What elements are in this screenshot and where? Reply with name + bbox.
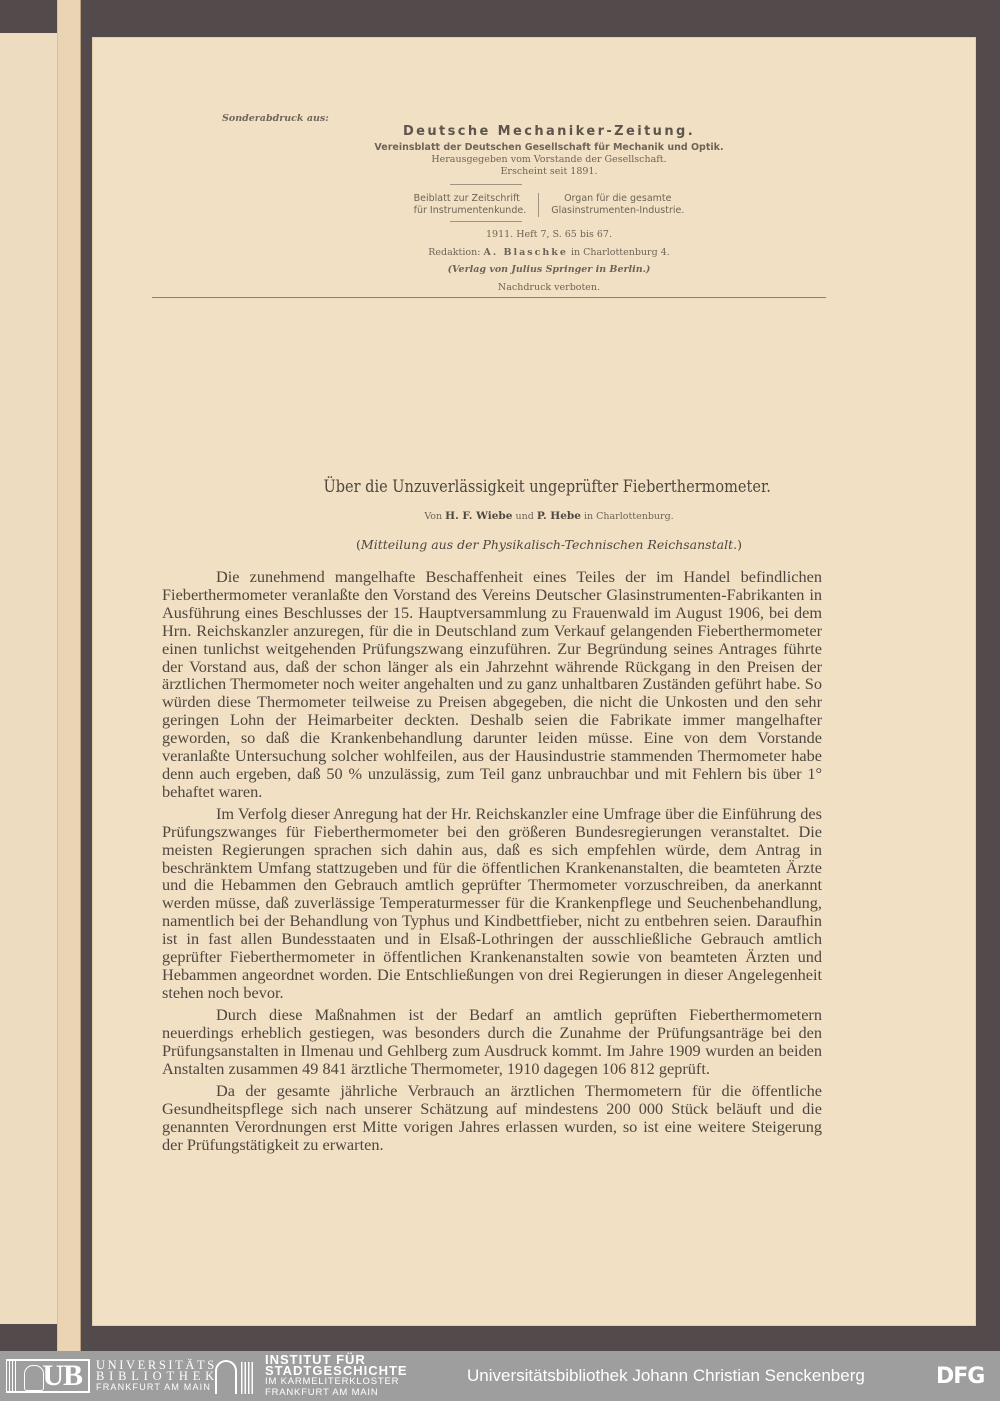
publisher-line: (Verlag von Julius Springer in Berlin.) <box>447 264 651 275</box>
editorial-prefix: Redaktion: <box>428 247 481 258</box>
author-name: P. Hebe <box>536 510 581 522</box>
ub-column-lines <box>6 1361 16 1391</box>
paragraph: Im Verfolg dieser Anregung hat der Hr. Reichskanzler eine Umfrage über die Einführung des Prüfungszwanges für Fieberthermometer bei den größeren Bundesregierungen veranstaltet. Die meisten Regierungen sprachen sich dahin aus, daß es sich empfehlen würde, dem Antrag in beschränktem Umfang stattzugeben und für die öffentlichen Krankenanstalten, die beamteten Ärzte und die Hebammen den Gebrauch amtlich geprüfter Thermometer vorzuschreiben, da anerkannt werden müsse, daß zuverlässige Temperaturmesser für die Krankenpflege und Seuchenbehandlung, namentlich bei der Behandlung von Typhus und Kindbettfieber, nicht zu entbehren seien. Daraufhin ist in fast allen Bundesstaaten und in Elsaß-Lothringen der ausschließliche Gebrauch amtlich geprüfter Fieberthermometer in öffentlichen Krankenanstalten sowie von beamteten Ärzten und Hebammen angeordnet worden. Die Entschließungen von drei Regierungen in dieser Angelegenheit stehen noch bevor. <box>162 803 822 1002</box>
institute-line: STADTGESCHICHTE <box>265 1363 408 1378</box>
byline-von: Von <box>424 511 443 522</box>
offprint-label: Sonderabdruck aus: <box>222 113 329 124</box>
divider-rule <box>450 221 522 222</box>
supplement-right-column <box>539 193 696 217</box>
author-name: H. F. Wiebe <box>445 510 513 522</box>
institute-wordmark <box>265 1354 408 1398</box>
supplement-left-line: Beiblatt zur Zeitschrift <box>413 193 520 204</box>
ub-wordmark <box>96 1357 219 1393</box>
ub-emblem-icon <box>6 1359 90 1393</box>
institute-logo[interactable] <box>215 1352 408 1398</box>
supplement-right-line: Glasinstrumenten-Industrie. <box>551 205 685 216</box>
arch-bars <box>241 1362 255 1394</box>
subtitle-close-paren: ) <box>737 537 742 552</box>
paragraph: Die zunehmend mangelhafte Beschaffenheit eines Teiles der im Handel befindlichen Fieberthermometer veranlaßte den Vorstand des Vereins Deutscher Glasinstrumenten-Fabrikanten in Ausführung eines Beschlusses der 15. Hauptversammlung zu Frauenwald im August 1906, bei dem Hrn. Reichskanzler anzuregen, für die in Deutschland zum Verkauf gelangenden Fieberthermometer einen tunlichst weitgehenden Prüfungszwang einzuführen. Zur Begründung seines Antrages führte der Vorstand aus, daß der schon länger als ein Jahrzehnt währende Rückgang in den Preisen der ärztlichen Thermometer noch weiter angehalten und zu ganz unhaltbaren Zuständen geführt habe. So würden diese Thermometer teilweise zu Preisen abgegeben, die nicht die Unkosten und den sehr geringen Lohn der Heimarbeiter deckten. Deshalb seien die Fabrikate immer mangelhafter geworden, so daß die Krankenbehandlung darunter leiden müsse. Eine von dem Vorstande veranlaßte Untersuchung solcher wohlfeilen, aus der Hausindustrie stammenden Thermometer habe denn auch ergeben, daß 50 % unzulässig, zum Teil ganz unbrauchbar und mit Fehlern bis über 1° behaftet waren. <box>162 567 822 801</box>
journal-since-line: Erscheint seit 1891. <box>500 166 598 177</box>
document-page <box>92 37 976 1326</box>
supplement-right-line: Organ für die gesamte <box>564 193 672 204</box>
ub-letters: UB <box>42 1359 82 1392</box>
paragraph: Durch diese Maßnahmen ist der Bedarf an amtlich geprüften Fieberthermometern neuerdings erheblich gestiegen, was besonders durch die Zunahme der Prüfungsanträge bei den Prüfungsanstalten in Ilmenau und Gehlberg zum Ausdruck kommt. Im Jahre 1909 wurden an beiden Anstalten zusammen 49 841 ärztliche Thermometer, 1910 dagegen 106 812 geprüft. <box>162 1005 822 1078</box>
institute-line: IM KARMELITERKLOSTER <box>265 1376 400 1387</box>
journal-subtitle: Vereinsblatt der Deutschen Gesellschaft für Mechanik und Optik. <box>374 142 724 153</box>
viewer-footer-bar <box>0 1351 1000 1401</box>
article-body <box>162 568 822 1158</box>
journal-title: Deutsche Mechaniker-Zeitung. <box>402 124 696 139</box>
subtitle-open-paren: ( <box>356 537 361 552</box>
previous-page <box>0 33 57 1324</box>
divider-rule <box>450 184 522 185</box>
issue-info: 1911. Heft 7, S. 65 bis 67. <box>485 229 612 240</box>
dfg-logo[interactable]: DFG <box>936 1364 985 1389</box>
subtitle-text: Mitteilung aus der Physikalisch-Technischen Reichsanstalt. <box>360 537 738 552</box>
editorial-line <box>92 247 976 258</box>
reprint-notice: Nachdruck verboten. <box>497 282 601 293</box>
library-name[interactable]: Universitätsbibliothek Johann Christian Senckenberg <box>467 1366 865 1385</box>
header-rule <box>152 297 826 298</box>
institute-line: FRANKFURT AM MAIN <box>265 1387 379 1398</box>
ub-line: FRANKFURT AM MAIN <box>96 1381 212 1392</box>
article-subtitle <box>92 537 976 552</box>
editor-name: A. Blaschke <box>483 247 568 258</box>
supplement-left-line: für Instrumentenkunde. <box>413 205 527 216</box>
journal-publisher-line: Herausgegeben vom Vorstande der Gesellschaft. <box>431 154 667 165</box>
byline-und: und <box>515 511 534 522</box>
goethe-bust-icon <box>24 1365 44 1391</box>
byline-place: in Charlottenburg. <box>583 511 674 522</box>
book-gutter <box>57 0 81 1360</box>
supplement-info <box>92 193 976 217</box>
article-title: Über die Unzuverlässigkeit ungeprüfter Fieberthermometer. <box>323 477 771 496</box>
byline <box>92 510 976 522</box>
cloister-arch-icon <box>215 1358 255 1394</box>
university-library-logo[interactable] <box>6 1358 219 1394</box>
ub-line: BIBLIOTHEK <box>96 1368 219 1383</box>
institute-line: INSTITUT FÜR <box>265 1352 366 1367</box>
paragraph: Da der gesamte jährliche Verbrauch an ärztlichen Thermometern für die öffentliche Gesundheitspflege sich nach unserer Schätzung auf mindestens 200 000 Stück beläuft und die genannten Verordnungen erst Mitte vorigen Jahres erlassen wurden, so ist eine weitere Steigerung der Prüfungstätigkeit zu erwarten. <box>162 1080 822 1154</box>
supplement-left-column <box>402 193 540 217</box>
editorial-suffix: in Charlottenburg 4. <box>570 247 670 258</box>
ub-line: UNIVERSITÄTS <box>96 1357 217 1372</box>
arch-shape <box>215 1360 237 1394</box>
